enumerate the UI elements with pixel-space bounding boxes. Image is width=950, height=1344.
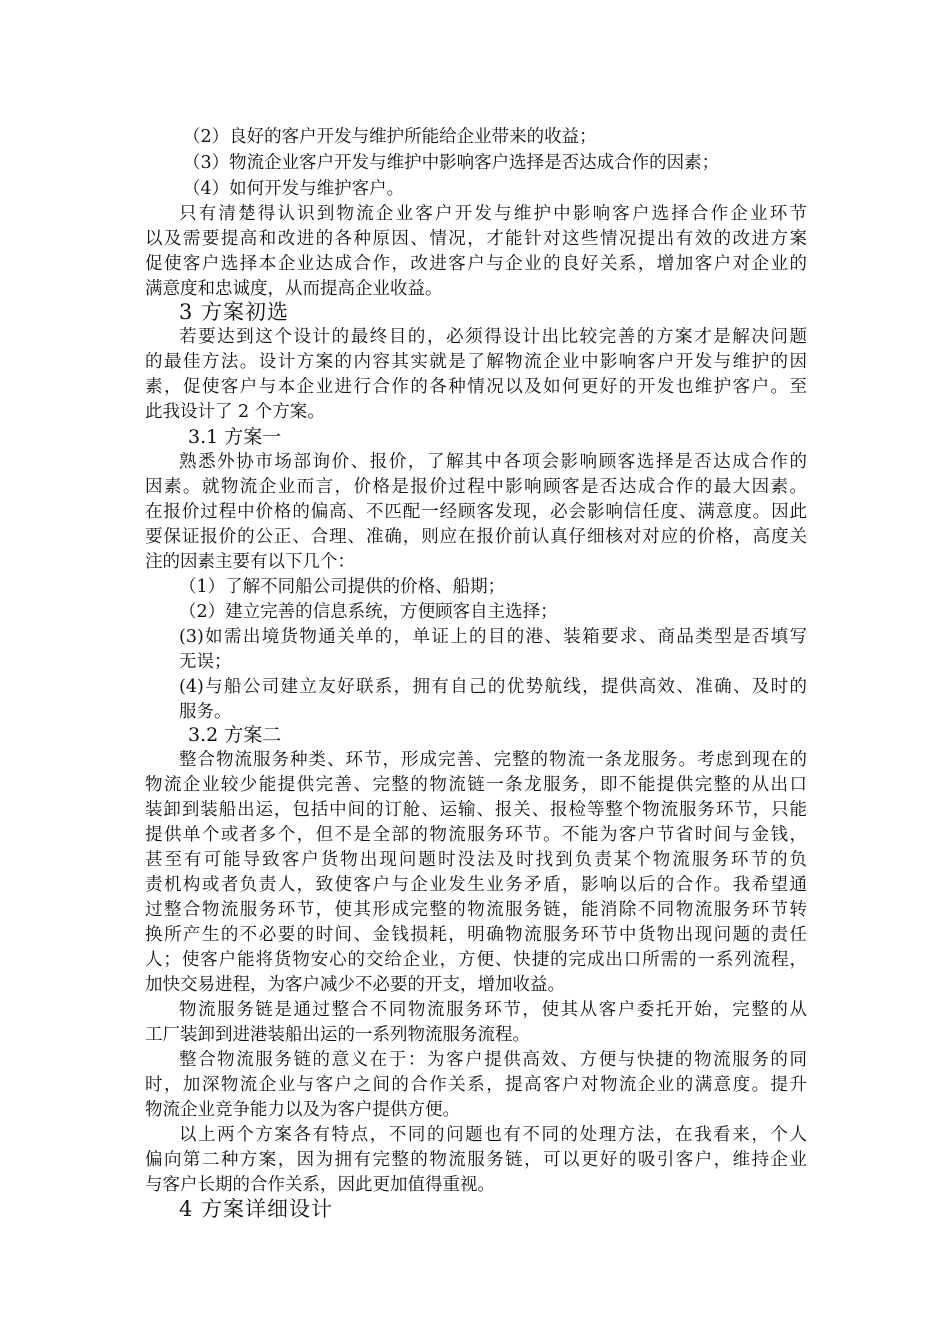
section-heading-3: 3 方案初选 [179, 300, 290, 324]
paragraph-line: 注的因素主要有以下几个： [145, 552, 355, 572]
paragraph-line: 工厂装卸到进港装船出运的一系列物流服务流程。 [145, 1025, 530, 1045]
paragraph-line: 责机构或者负责人，致使客户与企业发生业务矛盾，影响以后的合作。我希望通 [145, 875, 807, 895]
paragraph-line: 偏向第二种方案，因为拥有完整的物流服务链，可以更好的吸引客户，维持企业 [145, 1150, 807, 1170]
paragraph-line: 整合物流服务种类、环节，形成完善、完整的物流一条龙服务。考虑到现在的 [179, 750, 807, 770]
list-item-3-cont: 无误； [179, 652, 232, 672]
list-item-4: （4）如何开发与维护客户。 [183, 179, 405, 199]
paragraph-line: 与客户长期的合作关系，因此更加值得重视。 [145, 1175, 495, 1195]
paragraph-line: 甚至有可能导致客户货物出现问题时没法及时找到负责某个物流服务环节的负 [145, 850, 807, 870]
paragraph-line: 提供单个或者多个，但不是全部的物流服务环节。不能为客户节省时间与金钱， [145, 825, 807, 845]
list-item-2: （2）建立完善的信息系统，方便顾客自主选择； [179, 602, 558, 622]
list-item-3: （3）物流企业客户开发与维护中影响客户选择是否达成合作的因素； [183, 153, 720, 173]
paragraph-line: 物流企业较少能提供完善、完整的物流链一条龙服务，即不能提供完整的从出口 [145, 775, 807, 795]
paragraph-line: 的最佳方法。设计方案的内容其实就是了解物流企业中影响客户开发与维护的因 [145, 352, 807, 372]
paragraph-line: 以及需要提高和改进的各种原因、情况，才能针对这些情况提出有效的改进方案 [145, 229, 807, 249]
list-item-4-cont: 服务。 [179, 702, 232, 722]
paragraph-line: 加快交易进程，为客户减少不必要的开支，增加收益。 [145, 975, 565, 995]
list-item-2: （2）良好的客户开发与维护所能给企业带来的收益； [183, 127, 597, 147]
paragraph-line: 人；使客户能将货物安心的交给企业，方便、快捷的完成出口所需的一系列流程， [145, 950, 807, 970]
paragraph-line: 只有清楚得认识到物流企业客户开发与维护中影响客户选择合作企业环节 [179, 204, 807, 224]
subsection-heading-3-2: 3.2 方案二 [188, 724, 282, 746]
paragraph-line: 要保证报价的公正、合理、准确，则应在报价前认真仔细核对对应的价格，高度关 [145, 527, 807, 547]
list-item-3: (3)如需出境货物通关单的，单证上的目的港、装箱要求、商品类型是否填写 [179, 627, 807, 647]
paragraph-line: 整合物流服务链的意义在于：为客户提供高效、方便与快捷的物流服务的同 [179, 1050, 807, 1070]
paragraph-line: 熟悉外协市场部询价、报价，了解其中各项会影响顾客选择是否达成合作的 [179, 452, 807, 472]
paragraph-line: 促使客户选择本企业达成合作，改进客户与企业的良好关系，增加客户对企业的 [145, 254, 807, 274]
list-item-4: (4)与船公司建立友好联系，拥有自己的优势航线，提供高效、准确、及时的 [179, 677, 807, 697]
paragraph-line: 若要达到这个设计的最终目的，必须得设计出比较完善的方案才是解决问题 [179, 327, 807, 347]
paragraph-line: 在报价过程中价格的偏高、不匹配一经顾客发现，必会影响信任度、满意度。因此 [145, 502, 807, 522]
paragraph-line: 物流企业竞争能力以及为客户提供方便。 [145, 1100, 460, 1120]
paragraph-line: 此我设计了 2 个方案。 [145, 402, 325, 422]
paragraph-line: 过整合物流服务环节，使其形成完整的物流服务链，能消除不同物流服务环节转 [145, 900, 807, 920]
paragraph-line: 换所产生的不必要的时间、金钱损耗，明确物流服务环节中货物出现问题的责任 [145, 925, 807, 945]
paragraph-line: 物流服务链是通过整合不同物流服务环节，使其从客户委托开始，完整的从 [179, 1000, 807, 1020]
paragraph-line: 满意度和忠诚度，从而提高企业收益。 [145, 279, 443, 299]
paragraph-line: 因素。就物流企业而言，价格是报价过程中影响顾客是否达成合作的最大因素。 [145, 477, 807, 497]
paragraph-line: 以上两个方案各有特点，不同的问题也有不同的处理方法，在我看来，个人 [179, 1125, 807, 1145]
subsection-heading-3-1: 3.1 方案一 [188, 426, 282, 448]
list-item-1: （1）了解不同船公司提供的价格、船期； [179, 577, 506, 597]
paragraph-line: 装卸到装船出运，包括中间的订舱、运输、报关、报检等整个物流服务环节，只能 [145, 800, 807, 820]
paragraph-line: 素，促使客户与本企业进行合作的各种情况以及如何更好的开发也维护客户。至 [145, 377, 807, 397]
paragraph-line: 时，加深物流企业与客户之间的合作关系，提高客户对物流企业的满意度。提升 [145, 1075, 807, 1095]
section-heading-4: 4 方案详细设计 [179, 1197, 334, 1221]
